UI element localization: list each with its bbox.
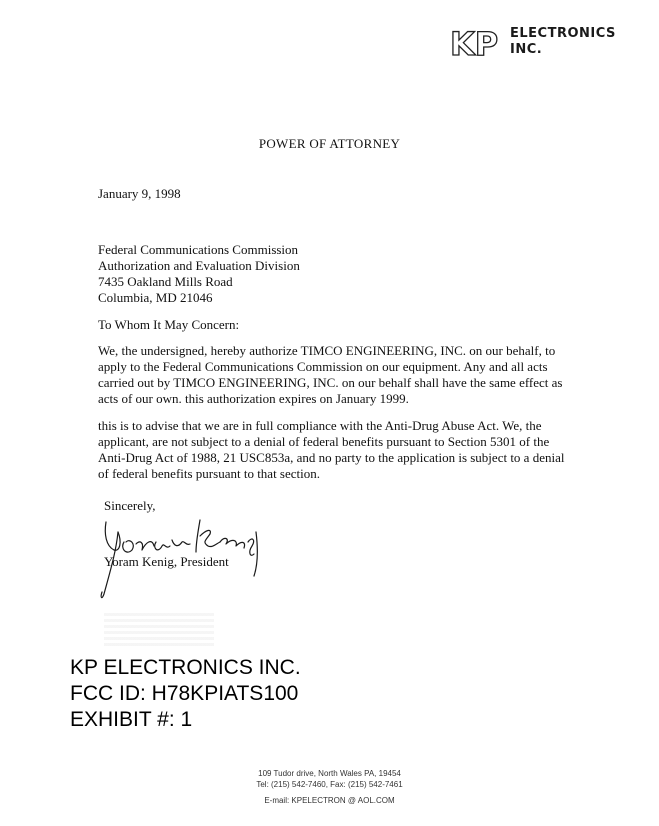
paragraph-line: applicant, are not subject to a denial of federal benefits pursuant to Section 5301 of the — [98, 434, 550, 449]
paragraph-line: of federal benefits pursuant to that section. — [98, 466, 321, 481]
authorization-paragraph — [98, 343, 563, 407]
paragraph-line: acts of our own. this authorization expires on January 1999. — [98, 391, 409, 406]
paragraph-line: this is to advise that we are in full compliance with the Anti-Drug Abuse Act. We, the — [98, 418, 542, 433]
footer-address: 109 Tudor drive, North Wales PA, 19454 — [258, 769, 401, 778]
recipient-address — [98, 242, 300, 306]
footer-phone: Tel: (215) 542-7460, Fax: (215) 542-7461 — [256, 780, 403, 789]
recipient-line: Federal Communications Commission — [98, 242, 299, 257]
paragraph-line: Anti-Drug Act of 1988, 21 USC853a, and no party to the application is subject to a denial — [98, 450, 565, 465]
exhibit-label — [70, 655, 301, 733]
letterhead-footer — [0, 768, 659, 806]
paragraph-line: carried out by TIMCO ENGINEERING, INC. on our behalf shall have the same effect as — [98, 375, 563, 390]
letterhead-company-name — [510, 26, 616, 58]
exhibit-fcc-id: FCC ID: H78KPIATS100 — [70, 682, 299, 705]
signer-name: Yoram Kenig, President — [104, 554, 229, 569]
recipient-line: Columbia, MD 21046 — [98, 290, 213, 305]
paragraph-line: apply to the Federal Communications Commission on our equipment. Any and all acts — [98, 359, 548, 374]
recipient-line: 7435 Oakland Mills Road — [98, 274, 233, 289]
closing: Sincerely, — [104, 498, 156, 513]
paragraph-line: We, the undersigned, hereby authorize TIMCO ENGINEERING, INC. on our behalf, to — [98, 343, 556, 358]
exhibit-company: KP ELECTRONICS INC. — [70, 656, 301, 679]
recipient-line: Authorization and Evaluation Division — [98, 258, 300, 273]
letterhead-line2: INC. — [510, 42, 543, 57]
salutation: To Whom It May Concern: — [98, 317, 240, 332]
letterhead-line1: ELECTRONICS — [510, 26, 616, 41]
letterhead-logo — [448, 26, 628, 66]
compliance-paragraph — [98, 418, 564, 482]
document-title: POWER OF ATTORNEY — [258, 136, 401, 151]
svg-text:KP: KP — [450, 26, 499, 60]
faded-stamp — [104, 612, 214, 646]
exhibit-number: EXHIBIT #: 1 — [70, 708, 193, 731]
letter-date: January 9, 1998 — [98, 186, 181, 201]
kp-logo-icon — [448, 26, 506, 60]
footer-email: E-mail: KPELECTRON @ AOL.COM — [264, 796, 395, 805]
